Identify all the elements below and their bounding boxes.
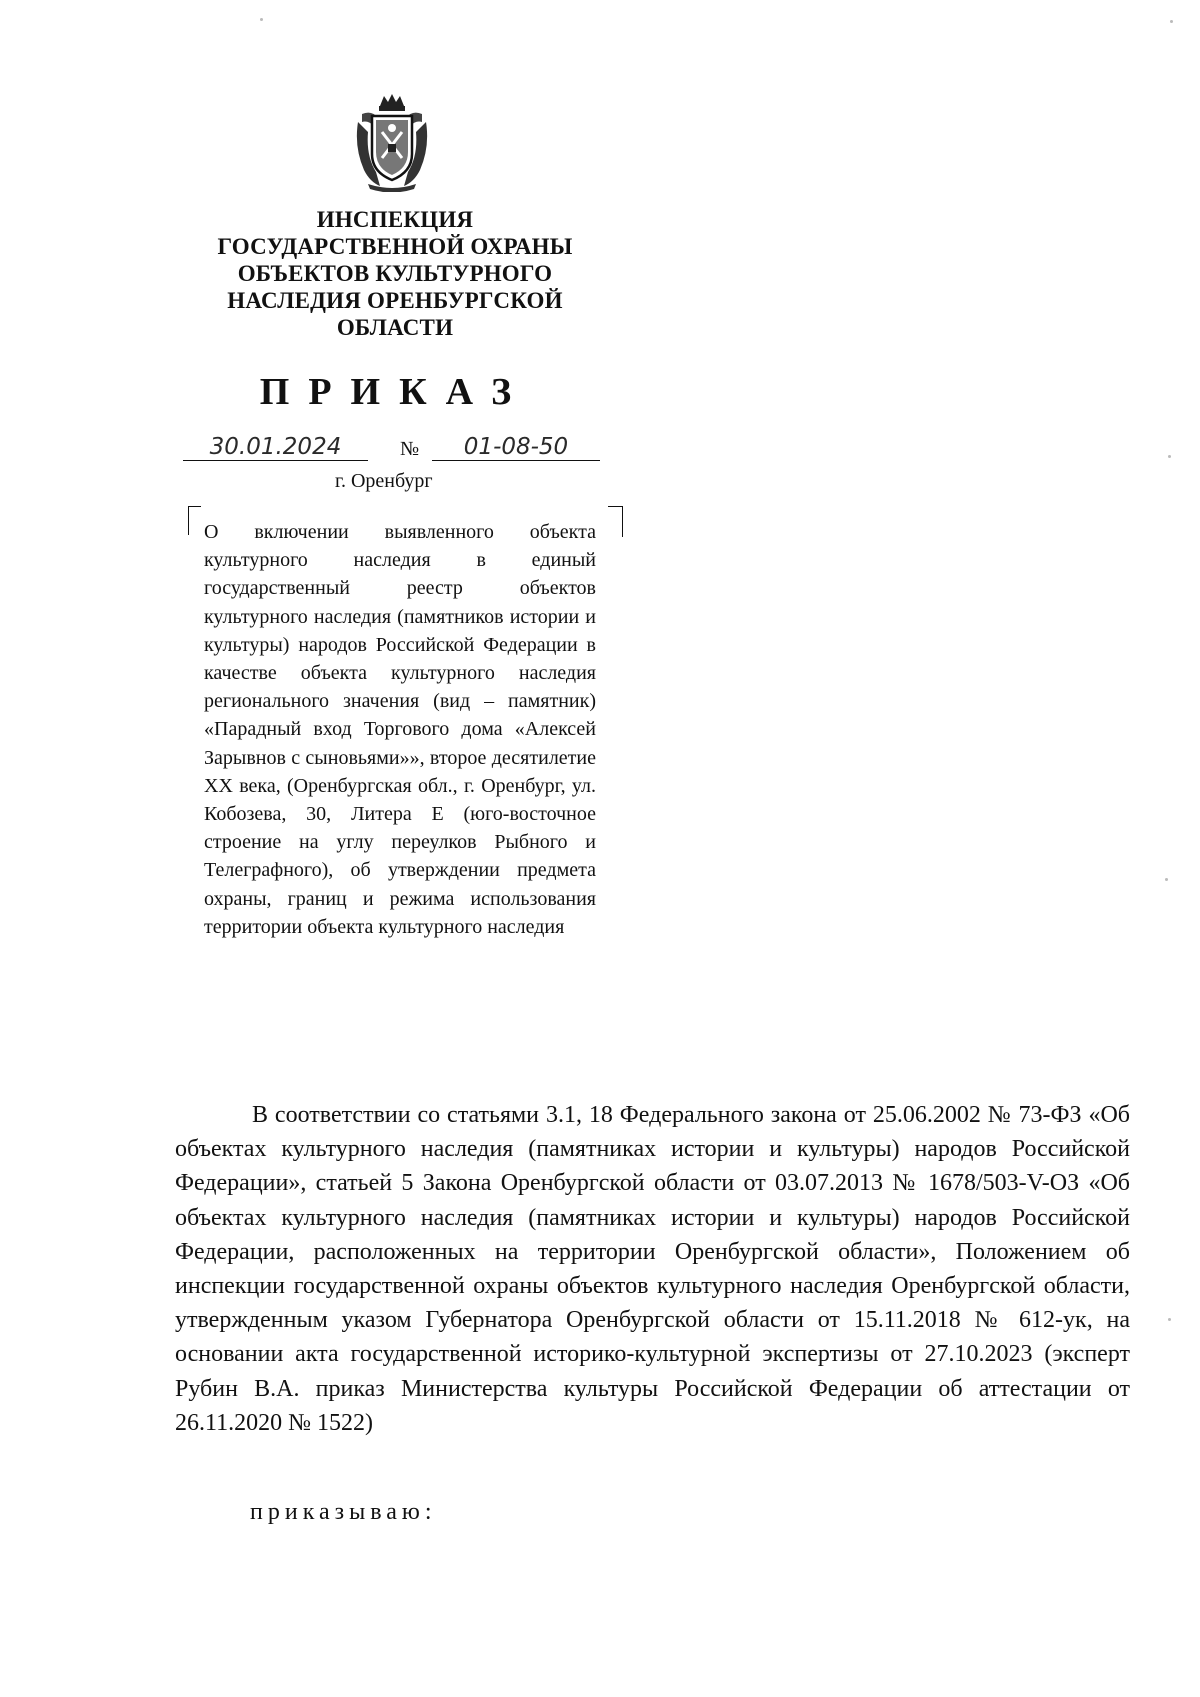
- scan-speck: [1165, 878, 1168, 881]
- document-number: 01-08-50: [432, 434, 600, 461]
- scan-speck: [1168, 455, 1171, 458]
- order-directive: приказываю:: [250, 1499, 437, 1525]
- scan-speck: [260, 18, 263, 21]
- subject-bracket-left: [188, 506, 201, 535]
- document-date: 30.01.2024: [183, 434, 368, 461]
- document-city: г. Оренбург: [335, 470, 433, 492]
- scan-speck: [1168, 1318, 1171, 1321]
- scan-speck: [1170, 20, 1173, 23]
- coat-of-arms-icon: [350, 92, 434, 192]
- document-subject: О включении выявленного объекта культурного наследия в единый государственный реестр объектов культурного наследия (памятников истории и культуры) народов Российской Федерации в качестве объекта культурного наследия регионального значения (вид – памятник) «Парадный вход Торгового дома «Алексей Зарывнов с сыновьями»», второе десятилетие XX века, (Оренбургская обл., г. Оренбург, ул. Кобозева, 30, Литера Е (юго-восточное строение на углу переулков Рыбного и Телеграфного), об утверждении предмета охраны, границ и режима использования территории объекта культурного наследия: [204, 521, 596, 938]
- number-sign: №: [400, 438, 420, 460]
- organization-name: ИНСПЕКЦИЯ ГОСУДАРСТВЕННОЙ ОХРАНЫ ОБЪЕКТОВ КУЛЬТУРНОГО НАСЛЕДИЯ ОРЕНБУРГСКОЙ ОБЛАСТИ: [217, 207, 573, 340]
- preamble-paragraph: В соответствии со статьями 3.1, 18 Федерального закона от 25.06.2002 № 73-ФЗ «Об объектах культурного наследия (памятниках истории и культуры) народов Российской Федерации», статьей 5 Закона Оренбургской области от 03.07.2013 № 1678/503-V-ОЗ «Об объектах культурного наследия (памятниках истории и культуры) народов Российской Федерации, расположенных на территории Оренбургской области», Положением об инспекции государственной охраны объектов культурного наследия Оренбургской области, утвержденным указом Губернатора Оренбургской области от 15.11.2018 № 612-ук, на основании акта государственной историко-культурной экспертизы от 27.10.2023 (эксперт Рубин В.А. приказ Министерства культуры Российской Федерации об аттестации от 26.11.2020 № 1522): [175, 1102, 1130, 1436]
- subject-bracket-right: [608, 506, 623, 537]
- document-type-title: ПРИКАЗ: [259, 371, 531, 413]
